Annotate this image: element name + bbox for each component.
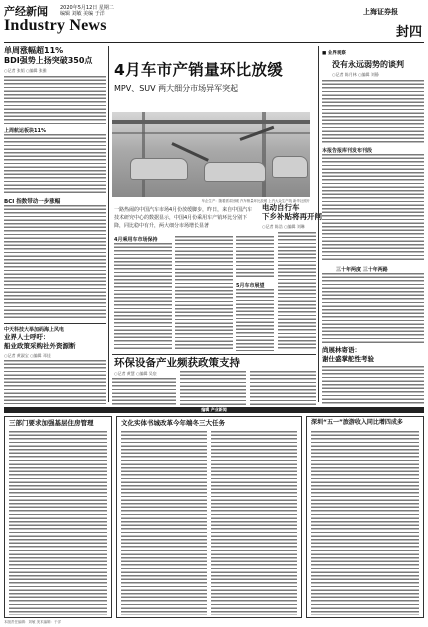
right-body-2 (322, 154, 424, 262)
env-byline: ○记者 黄慧 ○编辑 吴宸 (114, 371, 157, 376)
lead-subhead-1: 4月乘用车市场保持 (114, 237, 158, 243)
bottom-body-2a (121, 431, 207, 615)
left-subhead-1: 上周航运板块11% (4, 128, 46, 134)
bottom-headline-1: 三部门要求加强基层住房管理 (9, 419, 94, 427)
right-byline-1: ○记者 陈月林 ○编辑 刘静 (332, 72, 379, 77)
bottom-body-1 (9, 431, 107, 615)
right-tag: ■ 业界观察 (322, 51, 346, 56)
left-headline-3a: 中天科技大举加码海上风电 (4, 327, 65, 333)
left-headline-3b: 业界人士呼吁： (4, 333, 50, 341)
lead-body-col-3a (236, 236, 274, 278)
mid-body (278, 232, 316, 351)
bottom-story-2 (116, 416, 302, 618)
column-divider-left (108, 46, 109, 402)
right-subhead-2: 三十年两度 三十年两路 (336, 267, 388, 273)
left-body-2 (4, 134, 106, 194)
masthead (4, 3, 424, 43)
lead-photo (112, 112, 310, 197)
lead-subheadline: MPV、SUV 两大细分市场异军突起 (114, 84, 239, 93)
lead-body-col-2 (175, 236, 233, 351)
lead-headline: 4月车市产销量环比放缓 (114, 61, 284, 79)
lead-dek: 一路热闹的中国汽车市场4月份放缓脚步，昨日，来自中国汽车技术研究中心的数据显示，中国4月份乘用车产销环比分别下降，同比稳中有升，两大细分市场增长显著 (114, 207, 253, 229)
column-divider-right (318, 46, 319, 402)
right-subhead-1: 本报告报库刊发布刊段 (322, 148, 373, 154)
right-headline-1: 没有永远弱势的谈判 (332, 60, 404, 69)
mid-headline-a: 电动自行车 (262, 203, 300, 212)
lead-body-col-3b (236, 289, 274, 351)
bottom-story-3 (306, 416, 424, 618)
photo-caption: 车企生产：随着需求回暖 汽车销量环比放缓 上汽大众生产线 新华社照片 (201, 199, 310, 203)
right-body-3 (322, 273, 424, 343)
mid-headline-b: 下乡补贴将再开闸 (262, 212, 322, 221)
left-byline-3: ○记者 黄淑宝 ○编辑 邓佳 (4, 353, 51, 358)
lead-subhead-2: 5月车市展望 (236, 283, 265, 289)
right-body-4 (322, 366, 424, 404)
mid-byline: ○记者 陈浩 ○编辑 刘琳 (262, 224, 305, 229)
left-headline-2: BCI 指数带动一步涨幅 (4, 199, 61, 205)
left-body-4 (4, 360, 106, 404)
env-body-3 (250, 371, 316, 405)
bottom-story-1 (4, 416, 112, 618)
left-body-3 (4, 205, 106, 320)
left-headline-3c: 船业政策采购社外资源断 (4, 342, 76, 350)
left-divider (4, 323, 106, 324)
bottom-headline-3: 深圳“五一”旅游收入同比增四成多 (311, 419, 403, 426)
left-headline-1b: BDI强势上扬突破350点 (4, 56, 93, 65)
section-bar: 编辑 产业新闻 (4, 407, 424, 413)
env-headline: 环保设备产业频获政策支持 (114, 357, 240, 369)
env-body-2 (180, 371, 246, 405)
right-headline-2b: 谢仕盛掌舵性考验 (322, 355, 374, 363)
date-line: 2020年5月12日 星期二 编辑 刘敏 美编 于洋 (60, 5, 114, 17)
section-title: 产经新闻 (4, 5, 48, 18)
english-section-title: Industry News (4, 17, 107, 34)
edition-label: 封四 (395, 25, 422, 40)
env-top-rule (112, 354, 316, 355)
right-headline-2a: 尚展林寄语： (322, 346, 361, 354)
bottom-body-2b (211, 431, 297, 615)
left-headline-1a: 单周涨幅超11% (4, 46, 64, 55)
lead-body-col-1 (114, 243, 172, 351)
paper-name: 上海证券报 (363, 7, 398, 16)
env-body-1 (112, 378, 176, 405)
page-footer: 本版责任编辑：刘敏 美术编辑：于洋 (4, 620, 62, 624)
left-body-1 (4, 76, 106, 124)
bottom-headline-2: 文化实体书城改革今年端冬三大任务 (121, 419, 225, 427)
right-body-1 (322, 80, 424, 144)
left-byline-1: ○记者 张韬 ○编辑 张雅 (4, 68, 47, 73)
bottom-body-3 (311, 431, 419, 615)
